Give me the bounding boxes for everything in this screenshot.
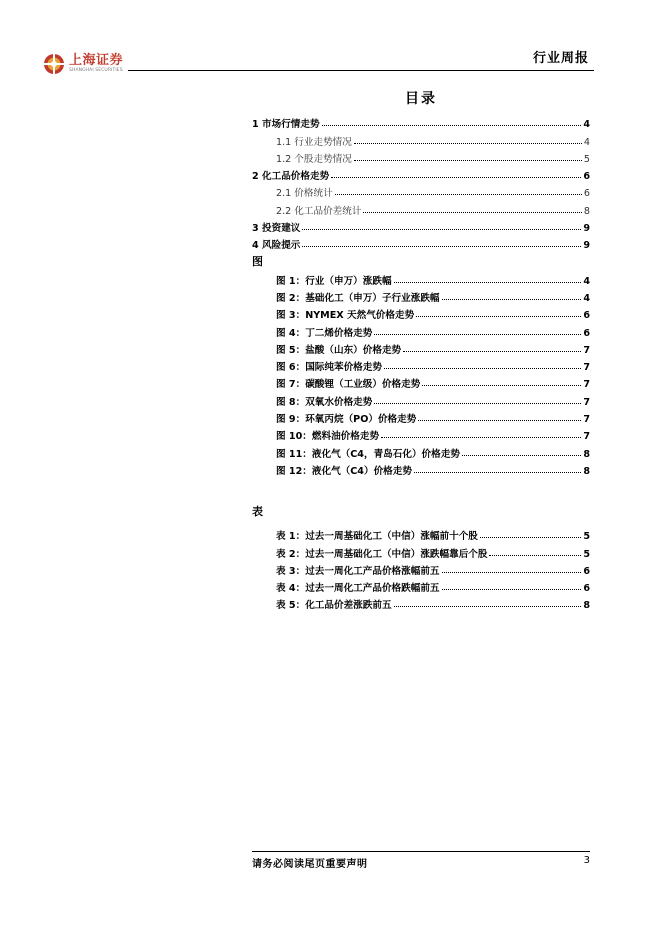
dot-leader [418, 420, 581, 421]
toc-entry[interactable] [252, 148, 590, 165]
dot-leader [442, 299, 582, 300]
toc-entry[interactable] [252, 217, 590, 234]
report-type: 行业周报 [532, 51, 589, 66]
tables-list [252, 525, 590, 611]
shanghai-securities-logo-icon [43, 53, 65, 75]
toc-entry[interactable] [252, 234, 590, 251]
figure-entry-page: 7 [583, 414, 590, 426]
tables-heading: 表 [252, 504, 263, 518]
figure-entry[interactable] [252, 442, 590, 459]
figure-entry-page: 4 [583, 275, 590, 287]
figure-entry-label: 图 2：基础化工（申万）子行业涨跌幅 [276, 292, 440, 304]
figure-entry-page: 7 [583, 396, 590, 408]
figure-entry[interactable] [252, 287, 590, 304]
footer-divider [252, 851, 590, 852]
figure-entry-page: 4 [583, 292, 590, 304]
dot-leader [331, 177, 581, 178]
figures-list [252, 269, 590, 477]
dot-leader [442, 589, 582, 590]
dot-leader [381, 437, 581, 438]
figure-entry-label: 图 1：行业（申万）涨跌幅 [276, 275, 392, 287]
toc-entry[interactable] [252, 130, 590, 147]
dot-leader [322, 125, 582, 126]
toc-entry-page: 6 [583, 188, 590, 200]
table-entry-label: 表 4：过去一周化工产品价格跌幅前五 [276, 583, 440, 595]
toc-title: 目录 [405, 91, 437, 107]
figure-entry-label: 图 7：碳酸锂（工业级）价格走势 [276, 379, 421, 391]
toc-entry-page: 5 [583, 153, 590, 165]
figure-entry[interactable] [252, 356, 590, 373]
figure-entry[interactable] [252, 304, 590, 321]
dot-leader [394, 606, 582, 607]
dot-leader [374, 334, 581, 335]
figure-entry[interactable] [252, 269, 590, 286]
figure-entry-label: 图 9：环氧丙烷（PO）价格走势 [276, 414, 417, 426]
toc-entry-label: 1 市场行情走势 [252, 119, 320, 131]
dot-leader [480, 537, 581, 538]
logo-company-name: 上海证券 [69, 53, 124, 69]
dot-leader [363, 212, 581, 213]
figure-entry-label: 图 6：国际纯苯价格走势 [276, 362, 382, 374]
toc-entry-label: 3 投资建议 [252, 223, 301, 235]
toc-entry-label: 2.1 价格统计 [276, 188, 333, 200]
figure-entry-label: 图 8：双氧水价格走势 [276, 396, 373, 408]
table-of-contents [252, 113, 590, 611]
figure-entry[interactable] [252, 390, 590, 407]
table-entry[interactable] [252, 525, 590, 542]
figure-entry-label: 图 12：液化气（C4）价格走势 [276, 465, 412, 477]
dot-leader [302, 229, 581, 230]
figure-entry[interactable] [252, 321, 590, 338]
table-entry[interactable] [252, 594, 590, 611]
toc-entry[interactable] [252, 199, 590, 216]
figure-entry-page: 7 [583, 362, 590, 374]
company-logo [43, 50, 123, 78]
figure-entry-page: 7 [583, 431, 590, 443]
toc-entry[interactable] [252, 165, 590, 182]
table-entry-page: 5 [583, 548, 590, 560]
figure-entry-page: 6 [583, 327, 590, 339]
table-entry-label: 表 5：化工品价差涨跌前五 [276, 600, 392, 612]
dot-leader [416, 316, 581, 317]
toc-entry[interactable] [252, 182, 590, 199]
toc-entry-label: 1.2 个股走势情况 [276, 153, 352, 165]
table-entry[interactable] [252, 577, 590, 594]
dot-leader [335, 194, 582, 195]
figure-entry-page: 7 [583, 344, 590, 356]
figure-entry-label: 图 4：丁二烯价格走势 [276, 327, 373, 339]
dot-leader [384, 368, 581, 369]
figure-entry[interactable] [252, 460, 590, 477]
sections-list [252, 113, 590, 251]
table-entry-page: 6 [583, 583, 590, 595]
dot-leader [422, 385, 581, 386]
dot-leader [442, 572, 582, 573]
figure-entry[interactable] [252, 408, 590, 425]
toc-entry[interactable] [252, 113, 590, 130]
toc-entry-page: 8 [583, 205, 590, 217]
figure-entry-page: 8 [583, 465, 590, 477]
toc-entry-label: 1.1 行业走势情况 [276, 136, 352, 148]
toc-entry-label: 4 风险提示 [252, 240, 301, 252]
header-divider [128, 70, 594, 71]
table-entry-label: 表 1：过去一周基础化工（中信）涨幅前十个股 [276, 531, 478, 543]
toc-entry-label: 2 化工品价格走势 [252, 171, 330, 183]
figure-entry[interactable] [252, 373, 590, 390]
dot-leader [414, 472, 581, 473]
figure-entry-page: 7 [583, 379, 590, 391]
toc-entry-page: 6 [583, 171, 590, 183]
table-entry[interactable] [252, 560, 590, 577]
dot-leader [354, 143, 582, 144]
toc-entry-label: 2.2 化工品价差统计 [276, 205, 362, 217]
figure-entry[interactable] [252, 339, 590, 356]
dot-leader [302, 246, 581, 247]
figures-heading: 图 [252, 255, 263, 269]
figure-entry-label: 图 3：NYMEX 天然气价格走势 [276, 310, 415, 322]
figure-entry[interactable] [252, 425, 590, 442]
logo-company-name-en: SHANGHAI SECURITIES [69, 68, 123, 74]
table-entry-label: 表 2：过去一周基础化工（中信）涨跌幅靠后个股 [276, 548, 488, 560]
table-entry[interactable] [252, 542, 590, 559]
dot-leader [374, 403, 581, 404]
figure-entry-page: 8 [583, 448, 590, 460]
toc-entry-page: 9 [583, 223, 590, 235]
dot-leader [354, 160, 582, 161]
table-entry-page: 8 [583, 600, 590, 612]
figure-entry-label: 图 5：盐酸（山东）价格走势 [276, 344, 402, 356]
footer-disclaimer: 请务必阅读尾页重要声明 [252, 859, 368, 870]
figure-entry-label: 图 11：液化气（C4，青岛石化）价格走势 [276, 448, 460, 460]
dot-leader [489, 555, 581, 556]
toc-entry-page: 4 [583, 119, 590, 131]
toc-entry-page: 9 [583, 240, 590, 252]
table-entry-label: 表 3：过去一周化工产品价格涨幅前五 [276, 565, 440, 577]
figure-entry-page: 6 [583, 310, 590, 322]
dot-leader [394, 282, 582, 283]
dot-leader [462, 455, 581, 456]
page-number: 3 [583, 855, 590, 866]
dot-leader [403, 351, 581, 352]
table-entry-page: 5 [583, 531, 590, 543]
figure-entry-label: 图 10：燃料油价格走势 [276, 431, 380, 443]
toc-entry-page: 4 [583, 136, 590, 148]
table-entry-page: 6 [583, 565, 590, 577]
